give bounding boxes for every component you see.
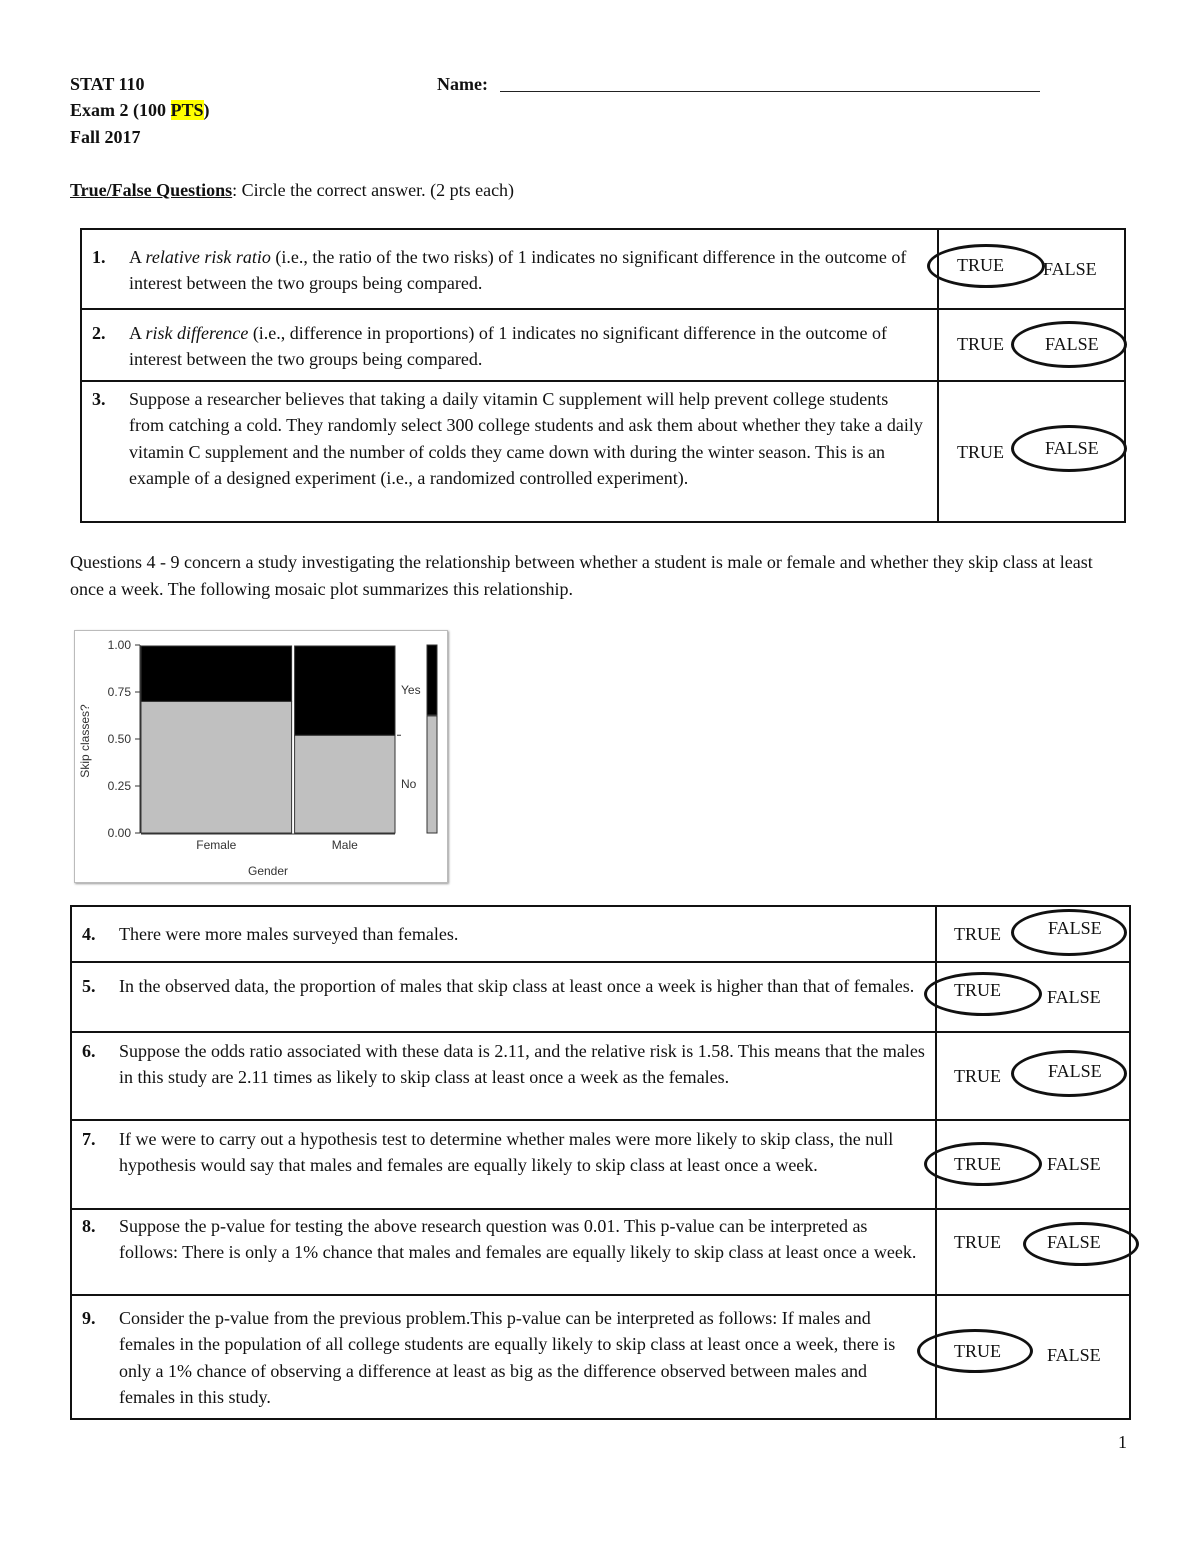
false-option[interactable]: FALSE xyxy=(1048,1061,1102,1081)
true-option[interactable]: TRUE xyxy=(954,1154,1001,1174)
question-row xyxy=(71,962,1130,1032)
instructions xyxy=(70,180,514,201)
intro-paragraph: Questions 4 - 9 concern a study investigating the relationship between whether a student is male or female and whether they skip class at least once a week. The following mosaic plot summarizes this relationship. xyxy=(70,552,1093,599)
y-tick-label: 0.75 xyxy=(107,685,131,699)
false-option[interactable]: FALSE xyxy=(1045,334,1099,354)
exam-title-suffix: ) xyxy=(203,100,210,120)
answer-cell xyxy=(938,381,1125,522)
name-field[interactable] xyxy=(500,91,1040,92)
answer-circle xyxy=(924,972,1042,1016)
false-option[interactable]: FALSE xyxy=(1047,1154,1101,1174)
question-text-post: (i.e., difference in proportions) of 1 indicates no significant difference in the outcome of interest between the two groups being compared. xyxy=(129,323,887,370)
answer-cell xyxy=(936,1209,1130,1295)
question-text: In the observed data, the proportion of males that skip class at least once a week is higher than that of females. xyxy=(119,976,915,996)
question-number: 6. xyxy=(82,1041,96,1061)
answer-circle xyxy=(924,1142,1042,1186)
answer-cell xyxy=(938,309,1125,381)
question-number: 4. xyxy=(82,924,96,944)
question-text: Suppose a researcher believes that taking a daily vitamin C supplement will help prevent college students from catching a cold. They randomly select 300 college students and ask them about whether they take a daily vitamin C supplement and the number of colds they came down with during the winter season. This is an example of a designed experiment (i.e., a randomized controlled experiment). xyxy=(129,389,923,488)
y-tick-label: 0.50 xyxy=(107,732,131,746)
mosaic-cell-no xyxy=(141,701,292,833)
y-tick-label: 0.00 xyxy=(107,826,131,840)
mosaic-cell-yes xyxy=(141,646,292,701)
mosaic-cell-yes xyxy=(295,646,395,735)
x-axis-label: Gender xyxy=(247,864,289,878)
answer-circle xyxy=(1011,425,1127,472)
marginal-bar-yes xyxy=(427,645,437,715)
answer-cell xyxy=(936,906,1130,962)
question-text xyxy=(129,320,927,373)
true-option[interactable]: TRUE xyxy=(957,442,1004,462)
false-option[interactable]: FALSE xyxy=(1047,1345,1101,1365)
true-option[interactable]: TRUE xyxy=(957,255,1004,275)
answer-circle xyxy=(927,244,1045,288)
question-text: Suppose the odds ratio associated with these data is 2.11, and the relative risk is 1.58. This means that the males in this study are 2.11 times as likely to skip class at least once a week as the females. xyxy=(119,1041,925,1088)
mosaic-plot-svg xyxy=(75,631,447,882)
legend-label-no: No xyxy=(401,777,417,792)
instructions-heading: True/False Questions xyxy=(70,180,233,200)
true-option[interactable]: TRUE xyxy=(954,1232,1001,1252)
question-text-pre: A xyxy=(129,323,146,343)
question-text-post: (i.e., the ratio of the two risks) of 1 indicates no significant difference in the outcome of interest between the two groups being compared. xyxy=(129,247,907,294)
exam-title xyxy=(70,100,210,121)
answer-cell xyxy=(936,1032,1130,1120)
mosaic-cell-no xyxy=(295,735,395,833)
question-row xyxy=(81,381,1125,522)
answer-cell xyxy=(936,1120,1130,1209)
y-tick-label: 0.25 xyxy=(107,779,131,793)
question-number: 2. xyxy=(92,323,106,343)
false-option[interactable]: FALSE xyxy=(1048,918,1102,938)
term: Fall 2017 xyxy=(70,127,141,147)
answer-circle xyxy=(1011,909,1127,956)
question-number: 9. xyxy=(82,1308,96,1328)
answer-cell xyxy=(936,1295,1130,1419)
false-option[interactable]: FALSE xyxy=(1047,987,1101,1007)
answer-circle xyxy=(1011,321,1127,368)
exam-title-prefix: Exam 2 (100 xyxy=(70,100,171,120)
x-tick-label: Male xyxy=(331,838,358,852)
answer-circle xyxy=(917,1329,1033,1373)
question-row xyxy=(71,1032,1130,1120)
name-label: Name: xyxy=(437,74,488,94)
page-number: 1 xyxy=(1118,1432,1127,1452)
true-option[interactable]: TRUE xyxy=(957,334,1004,354)
answer-circle xyxy=(1023,1222,1139,1266)
course-title: STAT 110 xyxy=(70,74,145,94)
instructions-text: : Circle the correct answer. (2 pts each) xyxy=(232,180,515,200)
question-number: 5. xyxy=(82,976,96,996)
question-text-emphasis: risk difference xyxy=(145,323,249,343)
false-option[interactable]: FALSE xyxy=(1045,438,1099,458)
question-row xyxy=(81,229,1125,309)
question-number: 1. xyxy=(92,247,106,267)
question-row xyxy=(71,906,1130,962)
question-row xyxy=(71,1209,1130,1295)
legend-label-yes: Yes xyxy=(401,683,421,698)
question-text: Suppose the p-value for testing the above research question was 0.01. This p-value can be interpreted as follows: There is only a 1% chance that males and females are equally likely to skip class at least once a week. xyxy=(119,1216,917,1263)
question-row xyxy=(71,1120,1130,1209)
question-number: 7. xyxy=(82,1129,96,1149)
mosaic-plot xyxy=(74,630,448,883)
question-text-emphasis: relative risk ratio xyxy=(145,247,271,267)
x-tick-label: Female xyxy=(196,838,237,852)
question-row xyxy=(81,309,1125,381)
question-row xyxy=(71,1295,1130,1419)
question-text xyxy=(129,244,927,297)
question-text: If we were to carry out a hypothesis test to determine whether males were more likely to skip class, the null hypothesis would say that males and females are equally likely to skip class at least once a week. xyxy=(119,1129,894,1176)
false-option[interactable]: FALSE xyxy=(1043,259,1097,279)
tf-table-2 xyxy=(70,905,1131,1420)
answer-circle xyxy=(1011,1050,1127,1097)
answer-cell xyxy=(938,229,1125,309)
tf-table-1 xyxy=(80,228,1126,523)
true-option[interactable]: TRUE xyxy=(954,1066,1001,1086)
question-text: Consider the p-value from the previous problem.This p-value can be interpreted as follows: If males and females in the population of all college students are equally likely to skip class at least once a week, there is only a 1% chance of observing a difference at least as big as the difference observed between males and females in this study. xyxy=(119,1308,896,1407)
exam-title-highlight: PTS xyxy=(170,100,204,120)
answer-cell xyxy=(936,962,1130,1032)
marginal-bar-no xyxy=(427,716,437,833)
question-number: 3. xyxy=(92,389,106,409)
question-number: 8. xyxy=(82,1216,96,1236)
true-option[interactable]: TRUE xyxy=(954,980,1001,1000)
true-option[interactable]: TRUE xyxy=(954,1341,1001,1361)
true-option[interactable]: TRUE xyxy=(954,924,1001,944)
y-axis-label: Skip classes? xyxy=(78,704,92,778)
y-tick-label: 1.00 xyxy=(107,638,131,652)
false-option[interactable]: FALSE xyxy=(1047,1232,1101,1252)
question-text-pre: A xyxy=(129,247,146,267)
question-text: There were more males surveyed than females. xyxy=(119,924,459,944)
